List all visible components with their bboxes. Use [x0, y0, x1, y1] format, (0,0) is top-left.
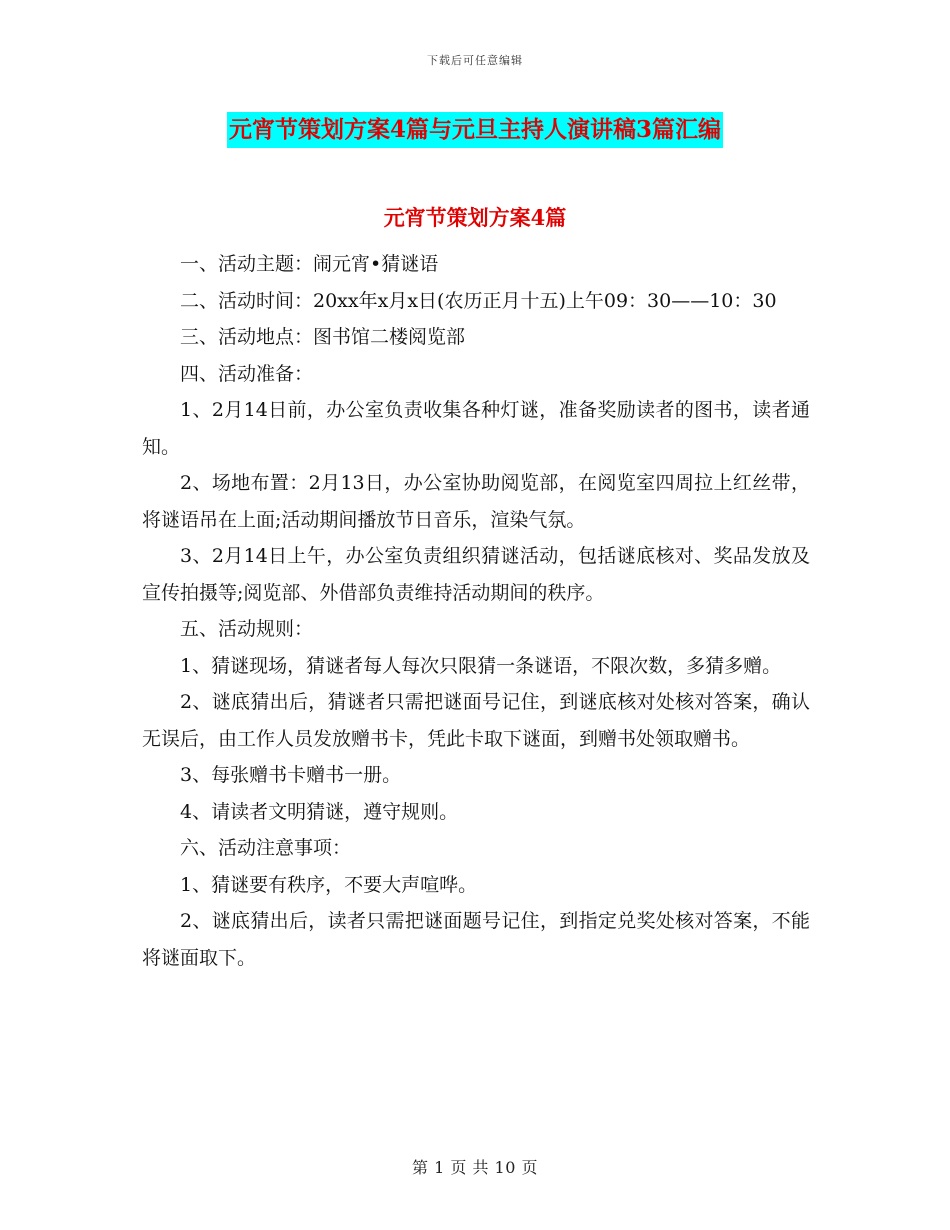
- paragraph: 四、活动准备：: [180, 362, 314, 385]
- paragraph: 3、2月14日上午，办公室负责组织猜谜活动，包括谜底核对、奖品发放及宣传拍摄等;阅览部、外借部负责维持活动期间的秩序。: [142, 545, 810, 604]
- paragraph: 1、猜谜要有秩序，不要大声喧哗。: [180, 873, 478, 896]
- paragraph: 三、活动地点：图书馆二楼阅览部: [180, 326, 466, 348]
- document-title-wrapper: [0, 112, 950, 148]
- paragraph: 二、活动时间：20xx年x月x日(农历正月十五)上午09：30——10：30: [180, 289, 777, 312]
- paragraph: 4、请读者文明猜谜，遵守规则。: [180, 800, 459, 823]
- paragraph: 2、场地布置：2月13日，办公室协助阅览部，在阅览室四周拉上红丝带，将谜语吊在上面;活动期间播放节日音乐，渲染气氛。: [142, 472, 810, 531]
- document-body: [142, 246, 810, 976]
- document-title: 元宵节策划方案4篇与元旦主持人演讲稿3篇汇编: [227, 112, 723, 148]
- paragraph: 五、活动规则：: [180, 618, 314, 640]
- paragraph: 六、活动注意事项：: [180, 837, 352, 859]
- paragraph: 3、每张赠书卡赠书一册。: [180, 764, 402, 786]
- paragraph: 1、2月14日前，办公室负责收集各种灯谜，准备奖励读者的图书，读者通知。: [142, 399, 810, 458]
- paragraph: 一、活动主题：闹元宵•猜谜语: [180, 253, 439, 275]
- header-note: 下载后可任意编辑: [427, 54, 523, 67]
- section-title: 元宵节策划方案4篇: [383, 205, 567, 230]
- paragraph: 2、谜底猜出后，猜谜者只需把谜面号记住，到谜底核对处核对答案，确认无误后，由工作人员发放赠书卡，凭此卡取下谜面，到赠书处领取赠书。: [142, 691, 810, 750]
- paragraph: 1、猜谜现场，猜谜者每人每次只限猜一条谜语，不限次数，多猜多赠。: [180, 654, 782, 677]
- paragraph: 2、谜底猜出后，读者只需把谜面题号记住，到指定兑奖处核对答案，不能将谜面取下。: [142, 910, 810, 969]
- page-footer: 第 1 页 共 10 页: [412, 1158, 538, 1177]
